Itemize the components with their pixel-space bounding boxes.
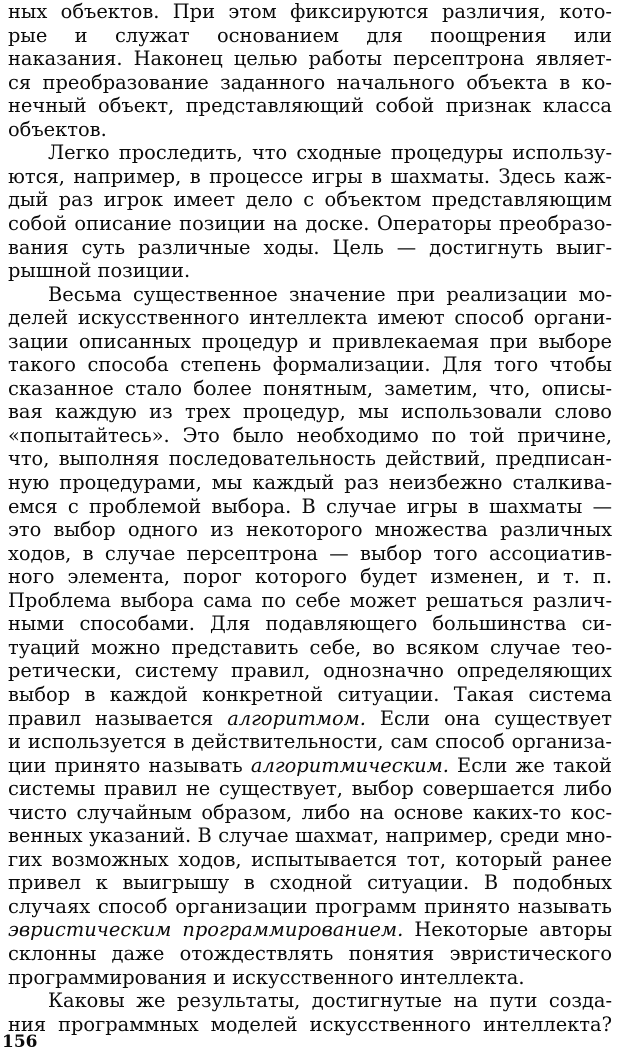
text-line: случаях способ организации программ принято называть	[8, 894, 612, 918]
text-line: дый раз игрок имеет дело с объектом представляющим	[8, 188, 612, 212]
text-run: Если она существует	[365, 706, 612, 730]
text-run: Некоторые авторы	[403, 918, 613, 942]
text-run: Если же такой	[448, 753, 612, 777]
text-line: ных объектов. При этом фиксируются различия, кото-	[8, 0, 612, 23]
text-line: ходов, в случае персептрона — выбор того ассоциатив-	[8, 541, 612, 565]
book-page	[8, 0, 612, 1059]
text-line: что, выполняя последовательность действий, предписан-	[8, 447, 612, 471]
text-line: «попытайтесь». Это было необходимо по той причине,	[8, 423, 612, 447]
text-line: нечный объект, представляющий собой признак класса	[8, 94, 612, 118]
text-line: Весьма существенное значение при реализации мо-	[48, 282, 612, 306]
text-line: Каковы же результаты, достигнутые на пути созда-	[48, 989, 612, 1013]
text-line: такого способа степень формализации. Для того чтобы	[8, 353, 612, 377]
text-line: делей искусственного интеллекта имеют способ органи-	[8, 306, 612, 330]
text-line: вая каждую из трех процедур, мы использовали слово	[8, 400, 612, 424]
text-line: Проблема выбора сама по себе может решаться различ-	[8, 588, 612, 612]
text-line: ными способами. Для подавляющего большинства си-	[8, 612, 612, 636]
italic-term: алгоритмом.	[227, 706, 366, 730]
text-run: правил называется	[8, 706, 228, 730]
text-line: ного элемента, порог которого будет изменен, и т. п.	[8, 565, 612, 589]
text-line: туаций можно представить себе, во всяком случае тео-	[8, 635, 612, 659]
page-number: 156	[2, 1032, 38, 1052]
text-line: гих возможных ходов, испытывается тот, который ранее	[8, 847, 612, 871]
text-line: венных указаний. В случае шахмат, например, среди мно-	[8, 824, 612, 848]
text-line: склонны даже отождествлять понятия эвристического	[8, 942, 612, 965]
text-line: ную процедурами, мы каждый раз неизбежно сталкива-	[8, 471, 612, 494]
text-line: наказания. Наконец целью работы персептрона являет-	[8, 47, 612, 71]
text-line: и используется в действительности, сам способ организа-	[8, 730, 612, 754]
text-line: ся преобразование заданного начального объекта в ко-	[8, 70, 612, 94]
italic-term: эвристическим программированием.	[8, 918, 404, 942]
text-line: программирования и искусственного интеллекта.	[8, 965, 525, 989]
text-run: ции принято называть	[8, 753, 251, 777]
text-line: ются, например, в процессе игры в шахматы. Здесь каж-	[8, 164, 612, 188]
text-line: рышной позиции.	[8, 259, 191, 283]
text-line: системы правил не существует, выбор совершается либо	[8, 777, 612, 801]
text-line: рые и служат основанием для поощрения или	[8, 23, 612, 47]
text-line: привел к выигрышу в сходной ситуации. В подобных	[8, 871, 612, 895]
text-line: объектов.	[8, 117, 107, 141]
text-line: Легко проследить, что сходные процедуры использу-	[48, 141, 612, 165]
text-line: сказанное стало более понятным, заметим, что, описы-	[8, 376, 612, 400]
text-line: это выбор одного из некоторого множества различных	[8, 518, 612, 542]
text-line: чисто случайным образом, либо на основе каких-то кос-	[8, 800, 612, 824]
text-line: собой описание позиции на доске. Операторы преобразо-	[8, 211, 612, 235]
italic-term: алгоритмическим.	[250, 753, 449, 777]
text-line: вания суть различные ходы. Цель — достигнуть выиг-	[8, 235, 612, 259]
text-line: ретически, систему правил, однозначно определяющих	[8, 659, 612, 683]
text-line: выбор в каждой конкретной ситуации. Такая система	[8, 682, 612, 706]
text-line: зации описанных процедур и привлекаемая при выборе	[8, 329, 612, 353]
text-line: ния программных моделей искусственного интеллекта?	[8, 1012, 612, 1036]
text-line: емся с проблемой выбора. В случае игры в шахматы —	[8, 494, 612, 518]
